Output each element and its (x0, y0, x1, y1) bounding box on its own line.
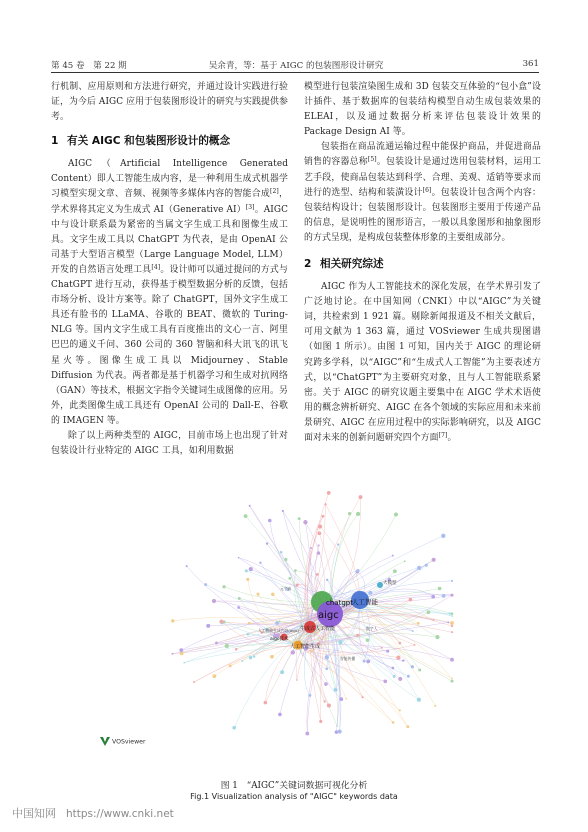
network-node (322, 515, 325, 518)
network-node (339, 697, 343, 701)
network-node (381, 647, 383, 649)
network-node (451, 680, 454, 683)
network-node (366, 638, 370, 642)
network-node (305, 732, 309, 736)
network-node (325, 667, 328, 670)
network-node (264, 701, 268, 705)
network-edge (173, 617, 310, 627)
network-node (206, 624, 210, 628)
label-small-2: 数字人 (366, 626, 378, 631)
network-node (225, 644, 229, 648)
paragraph-packaging-tools: 除了以上两种类型的 AIGC，目前市场上也出现了针对包装设计行业特定的 AIGC 工具，如利用数据 (51, 430, 288, 457)
network-node (435, 635, 439, 639)
network-node (383, 680, 387, 684)
network-node (402, 659, 404, 661)
network-node (237, 606, 240, 609)
network-node (356, 634, 359, 637)
network-edge (194, 645, 298, 682)
network-node (327, 491, 331, 495)
network-node (412, 630, 414, 632)
network-node (271, 593, 274, 596)
citation[interactable]: [4] (151, 263, 161, 271)
network-node (432, 558, 436, 562)
vosviewer-logo-icon (100, 737, 110, 746)
network-node (249, 567, 253, 571)
network-node (316, 573, 319, 576)
citation[interactable]: [6] (422, 186, 432, 194)
network-node (179, 648, 183, 652)
citation[interactable]: [3] (245, 203, 255, 211)
network-node (253, 656, 255, 658)
right-column (304, 80, 541, 446)
network-node (386, 650, 389, 653)
network-node (213, 674, 217, 678)
network-node (398, 642, 401, 645)
network-node (215, 642, 218, 645)
network-node (442, 594, 446, 598)
vosviewer-badge (100, 737, 160, 750)
header-rule (51, 72, 539, 73)
network-node (441, 534, 445, 538)
network-node (279, 620, 281, 622)
network-node (244, 514, 248, 518)
running-header (51, 57, 539, 73)
network-node (246, 578, 249, 581)
network-node (291, 650, 295, 654)
network-node (247, 633, 250, 636)
network-node (249, 656, 252, 659)
label-aigc: aigc (318, 610, 339, 621)
section-1-heading (51, 132, 288, 150)
network-node (308, 694, 311, 697)
network-node (337, 543, 339, 545)
network-node (336, 689, 338, 691)
network-node (451, 631, 453, 633)
network-node (183, 662, 185, 664)
network-node (394, 513, 398, 517)
network-node (238, 597, 241, 600)
running-title: 吴余青，等：基于 AIGC 的包装图形设计研究 (208, 61, 384, 71)
network-edges (172, 493, 452, 734)
paragraph-aigc-definition: AIGC（Artificial Intelligence Generated Content）即人工智能生成内容，是一种利用生成式机器学习模型实现文章、音频、视频等多媒体内容的智能合成[2]，学术界将其定义为生成式 AI（Generative AI）[3]。AIGC 中与设计联系最为紧密的当属文字生成工具和图像生成工具。文字生成工具以 ChatGPT 为代表，是由 OpenAI 公司基于大型语言模型（Large Language Model, LLM）开发的自然语言处理工具[4]。设计师可以通过提问的方式与 ChatGPT 进行互动，获得基于模型数据分析的反馈，包括市场分析、设计方案等。除了 ChatGPT，国外文字生成工具还有脸书的 LLaMA、谷歌的 BEAT、微软的 Turing-NLG 等。国内文字生成工具有百度推出的文心一言、阿里巴巴的通义千问、360 公司的 360 智脑和科大讯飞的讯飞星火等。图像生成工具以 Midjourney、Stable Diffusion 为代表。两者都是基于机器学习和生成对抗网络（GAN）等技术，根据文字指令关键词生成图像的应用。另外，此类图像生成工具还有 OpenAI 公司的 Dall-E、谷歌的 IMAGEN 等。 (51, 159, 288, 426)
network-node (241, 660, 243, 662)
network-node (363, 660, 366, 663)
vosviewer-text: VOSviewer (111, 738, 146, 746)
label-aigc-tech: aigc技术 (270, 637, 289, 642)
network-node (393, 569, 397, 573)
network-node (406, 725, 409, 728)
network-node (259, 562, 261, 564)
network-node (317, 551, 320, 554)
network-node (318, 531, 322, 535)
section-2-number: 2 (304, 258, 312, 271)
network-node (249, 505, 251, 507)
network-node (275, 621, 279, 625)
network-node (404, 560, 406, 562)
network-node (417, 566, 421, 570)
label-small-3: 元宇宙 (280, 586, 292, 591)
watermark-url: https://www.cnki.net (66, 808, 174, 820)
network-edge (184, 645, 298, 663)
label-chatgpt: chatgpt (326, 599, 353, 607)
network-node (392, 555, 394, 557)
network-edge (322, 565, 426, 602)
network-node (359, 495, 363, 499)
network-node (235, 648, 238, 651)
section-2-title: 相关研究综述 (320, 258, 384, 271)
network-graph (130, 480, 460, 768)
network-node (238, 557, 240, 559)
network-node (282, 510, 284, 512)
network-node (451, 615, 453, 617)
label-gen-ai: 生成式人工智能 (300, 626, 336, 632)
network-node (451, 580, 453, 582)
network-node (171, 619, 174, 622)
network-node (411, 665, 414, 668)
network-node (268, 519, 272, 523)
network-node (450, 594, 453, 597)
section-2-heading (304, 255, 541, 273)
network-node (248, 622, 250, 624)
network-node (212, 599, 216, 603)
network-node (434, 705, 436, 707)
network-node (266, 542, 268, 544)
paragraph-packaging-plugins: 模型进行包装渲染图生成和 3D 包装交互体验的“包小盒”设计插件、基于数据库的包装结构模型自动生成包装效果的 ELEAI，以及通过数据分析来评估包装设计效果的 Package Design AI 等。 (304, 82, 541, 138)
network-node (294, 569, 297, 572)
network-node (336, 725, 338, 727)
network-node (356, 569, 359, 572)
network-edge (250, 506, 310, 627)
network-node (318, 544, 320, 546)
network-node (438, 587, 442, 591)
cnki-watermark (12, 805, 174, 821)
network-node (447, 621, 449, 623)
citation[interactable]: [5] (367, 156, 377, 164)
network-node (366, 660, 370, 664)
label-ai: 人工智能 (352, 598, 378, 606)
figure-caption-english: Fig.1 Visualization analysis of "AIGC" keywords data (190, 792, 398, 801)
network-node (288, 577, 291, 580)
figure-caption-chinese: 图 1 “AIGC”关键词数据可视化分析 (220, 781, 368, 791)
label-big-model: 大模型 (383, 581, 397, 586)
network-node (193, 681, 195, 683)
network-node (399, 709, 401, 711)
network-node (427, 610, 431, 614)
network-node (398, 677, 402, 681)
label-small-4: 智能传播 (340, 656, 356, 661)
network-node (280, 551, 283, 554)
network-node (270, 655, 274, 659)
network-node (361, 696, 363, 698)
network-node (414, 644, 416, 646)
paragraph-packaging-definition: 包装指在商品流通运输过程中能保护商品，并促进商品销售的容器总称[5]。包装设计是通过选用包装材料，运用工艺手段，使商品包装达到科学、合理、美观、适销等要求而进行的选型、结构和装潢设计[6]。包装设计包含两个内容：包装结构设计；包装图形设计。包装图形主要用于传递产品的信息，是说明性的图形语言，一般以具象图形和抽象图形的方式呈现，是构成包装整体形象的主要组成部分。 (304, 142, 541, 243)
network-node (324, 682, 328, 686)
network-node (418, 669, 421, 672)
network-node (396, 655, 400, 659)
network-node (368, 591, 372, 595)
network-node (310, 547, 312, 549)
keyword-network-figure (130, 480, 460, 768)
network-node (425, 564, 428, 567)
network-node (431, 595, 435, 599)
network-node (171, 653, 173, 655)
network-node (324, 503, 326, 505)
network-node (256, 593, 259, 596)
network-node (222, 585, 225, 588)
section-1-number: 1 (51, 135, 59, 148)
network-node (450, 658, 454, 662)
network-edge (326, 504, 360, 600)
page-number: 361 (522, 59, 539, 69)
watermark-site: 中国知网 (12, 807, 56, 820)
network-node (284, 558, 287, 561)
network-node (348, 512, 351, 515)
network-node (407, 675, 410, 678)
label-ai-gen: 人工智能生成 (290, 644, 321, 650)
network-node (356, 512, 360, 516)
network-node (449, 612, 451, 614)
paragraph-research-review: AIGC 作为人工智能技术的深化发展，在学术界引发了广泛地讨论。在中国知网（CNKI）中以“AIGC”为关键词，共检索到 1 921 篇。剔除新闻报道及不相关文献后，可用文献为 1 363 篇，通过 VOSviewer 生成共现图谱（如图 1 所示）。由图 1 可知，国内关于 AIGC 的理论研究跨多学科，以“AIGC”和“生成式人工智能”为主要表述方式，以“ChatGPT”为主要研究对象，且与人工智能联系紧密。关于 AIGC 的研究议题主要集中在 AIGC 学术术语使用的概念辨析研究、AIGC 在各个领域的实际应用和未来前景研究、AIGC 在应用过程中的实际影响研究，以及 AIGC 面对未来的创新问题研究四个方面[7]。 (304, 282, 541, 443)
network-node (296, 583, 299, 586)
network-node (318, 524, 322, 528)
network-node (338, 640, 342, 644)
network-node (219, 620, 223, 624)
network-node (245, 569, 248, 572)
network-node (417, 622, 420, 625)
network-node (278, 713, 282, 717)
left-column (51, 80, 288, 459)
network-edge (310, 627, 394, 676)
citation[interactable]: [2] (270, 188, 279, 196)
network-node (325, 655, 329, 659)
section-1-title: 有关 AIGC 和包装图形设计的概念 (67, 135, 231, 148)
network-node (280, 670, 284, 674)
network-node (298, 517, 301, 520)
network-node (180, 651, 184, 655)
network-node (229, 664, 232, 667)
network-node (393, 675, 396, 678)
network-node (392, 721, 395, 724)
label-small-1: 人工智能生成内容(aigc) (258, 628, 300, 633)
network-node (450, 621, 454, 625)
network-node (451, 612, 454, 615)
network-node (392, 667, 395, 670)
network-node (204, 583, 207, 586)
network-node (451, 678, 453, 680)
network-node (296, 679, 298, 681)
network-node (338, 729, 342, 733)
network-node (451, 625, 453, 627)
network-node (345, 698, 347, 700)
network-node (186, 565, 188, 567)
network-node (310, 650, 313, 653)
network-node (335, 730, 338, 733)
intro-paragraph: 行机制、应用原则和方法进行研究，并通过设计实践进行验证，为今后 AIGC 应用于包装图形设计的研究与实践提供参考。 (51, 82, 288, 123)
citation[interactable]: [7] (438, 431, 448, 439)
network-node (303, 520, 307, 524)
network-edge (330, 614, 452, 681)
network-node (409, 598, 413, 602)
network-node (326, 579, 328, 581)
network-node (433, 619, 435, 621)
journal-volume: 第 45 卷 第 22 期 (51, 61, 127, 71)
network-node (327, 703, 331, 707)
network-node (323, 700, 325, 702)
network-node (232, 726, 236, 730)
network-node (417, 698, 421, 702)
network-node (319, 720, 322, 723)
